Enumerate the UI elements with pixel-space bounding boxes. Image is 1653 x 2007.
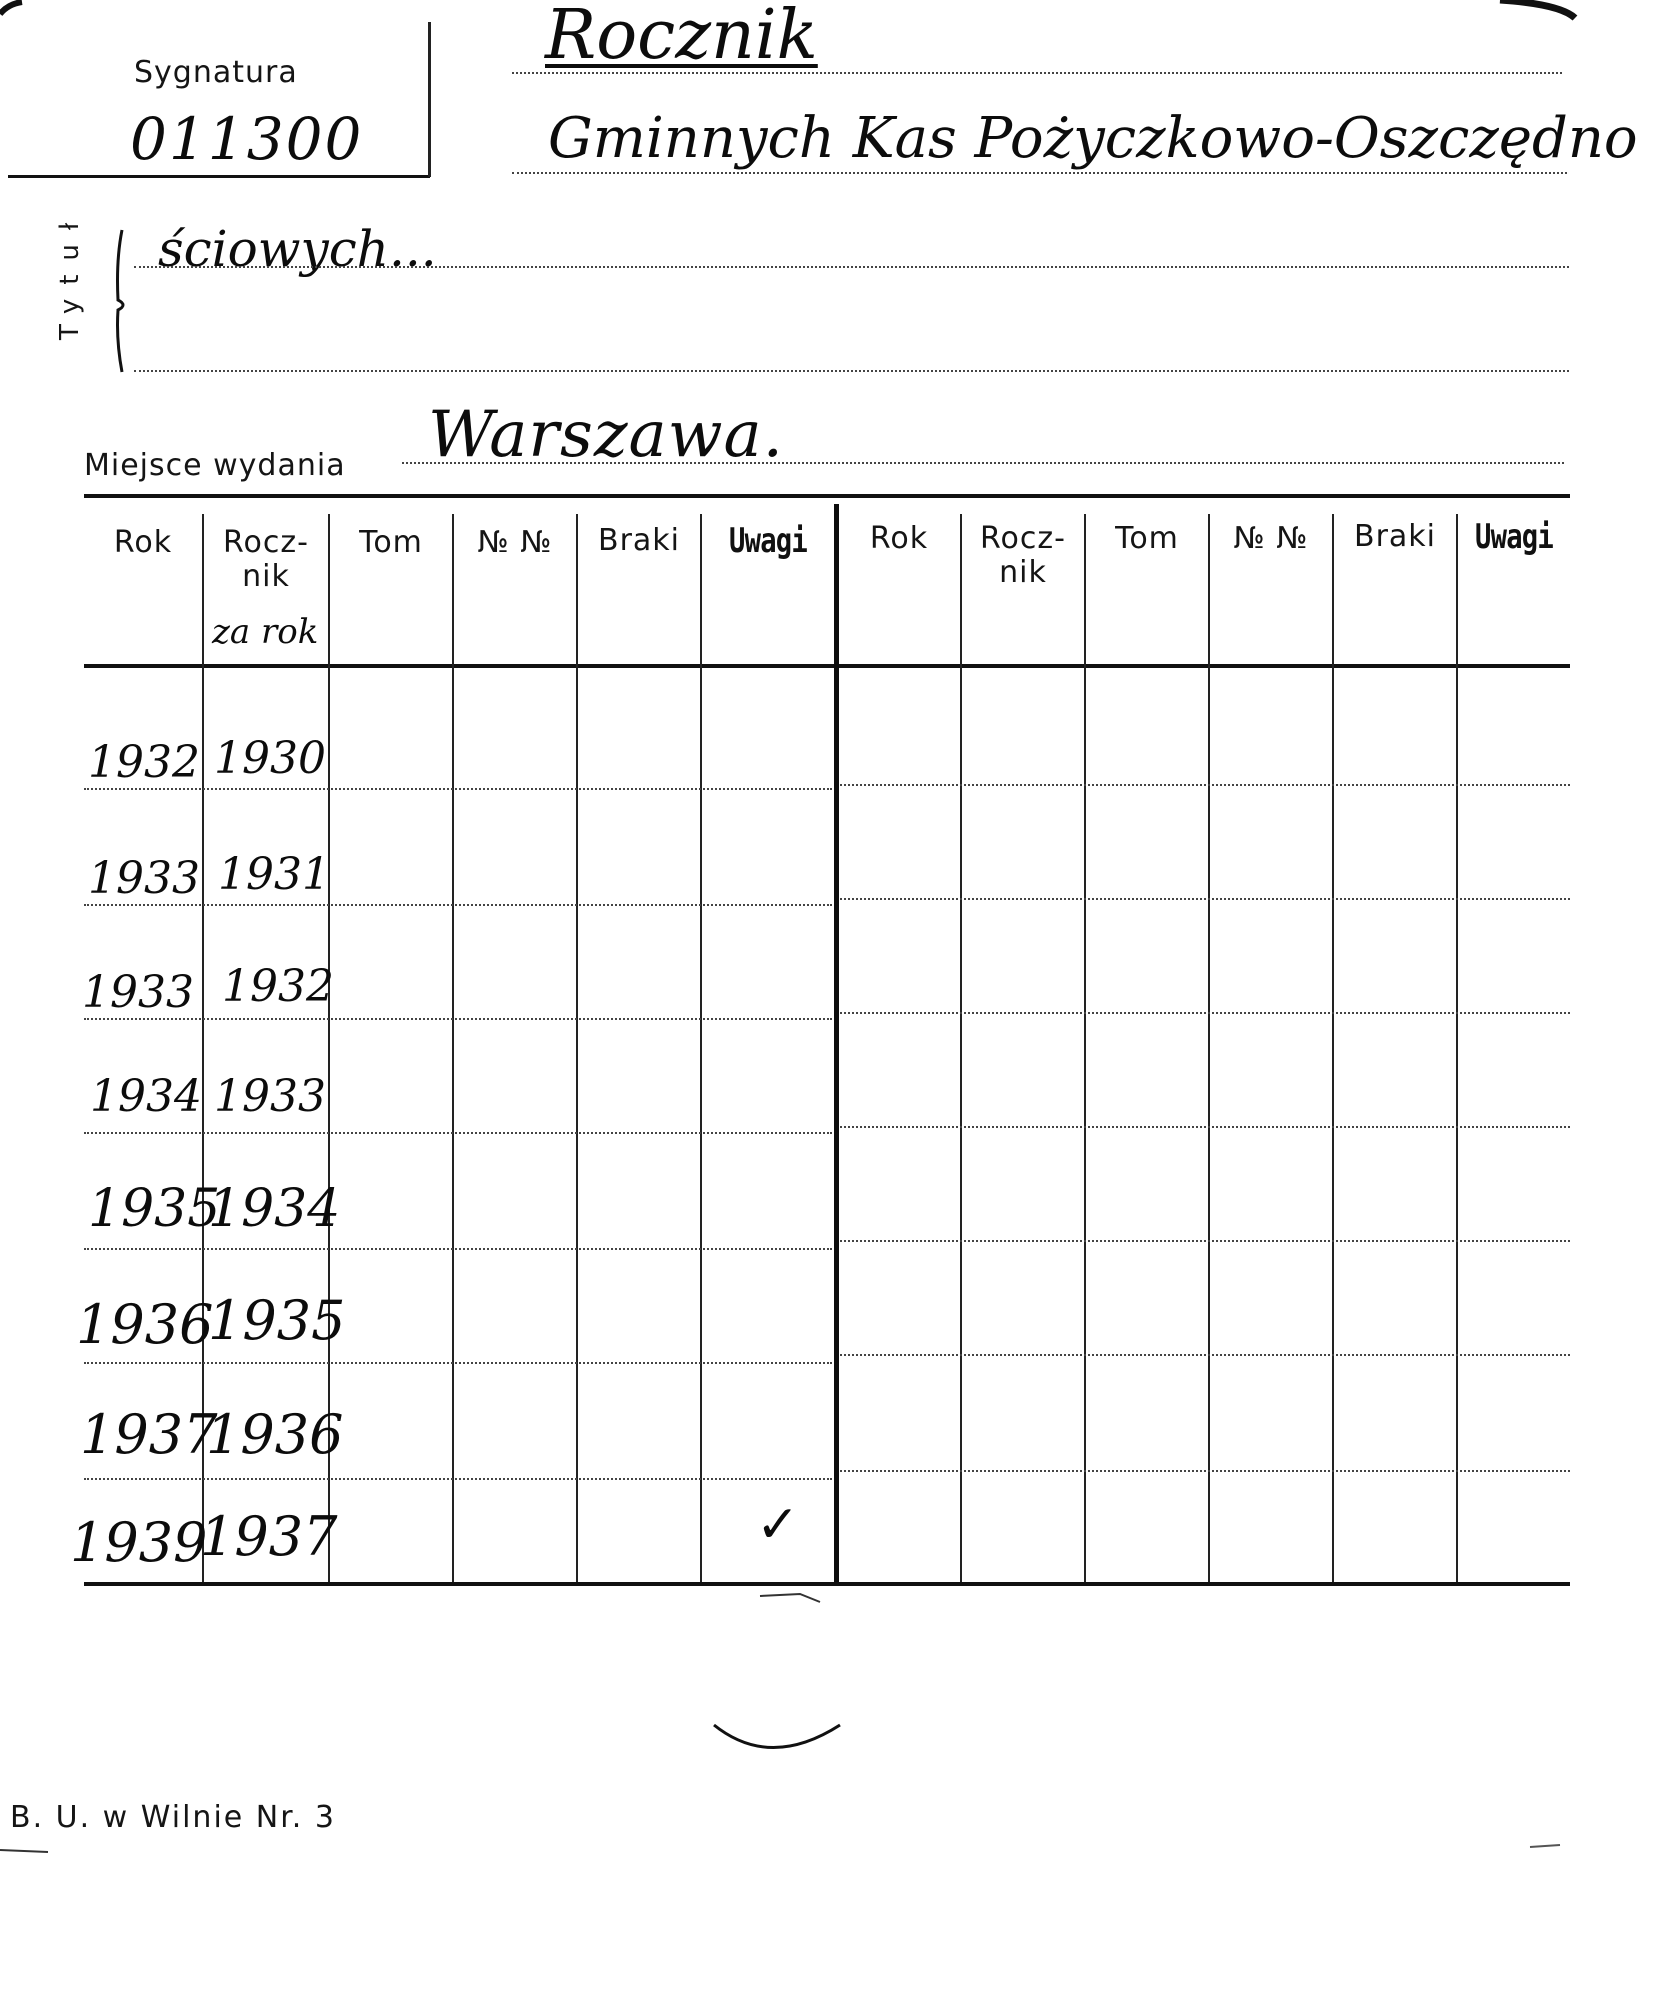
row-line xyxy=(840,1126,1570,1128)
table-header-rule xyxy=(84,664,1570,668)
place-label: Miejsce wydania xyxy=(84,448,346,483)
header-numbers-right: № № xyxy=(1233,521,1309,556)
header-numbers: № № xyxy=(477,525,553,560)
header-rocznik-note: za rok xyxy=(212,612,319,652)
row-rok: 1937 xyxy=(80,1403,218,1466)
row-rok: 1936 xyxy=(76,1293,214,1356)
header-uwagi: Uwagi xyxy=(729,521,807,561)
row-line xyxy=(840,1012,1570,1014)
col-divider xyxy=(1084,514,1086,1582)
row-line xyxy=(84,1478,832,1480)
row-rocznik: 1936 xyxy=(206,1403,344,1466)
table-center-divider xyxy=(834,504,839,1582)
title-side-label: Tytuł xyxy=(55,208,85,340)
place-value: Warszawa. xyxy=(428,398,784,472)
header-rok-right: Rok xyxy=(869,521,929,556)
col-divider xyxy=(1456,514,1458,1582)
row-line xyxy=(84,1362,832,1364)
header-uwagi-right: Uwagi xyxy=(1475,517,1553,557)
header-tom-right: Tom xyxy=(1115,521,1179,556)
row-line xyxy=(840,1240,1570,1242)
row-rok: 1933 xyxy=(88,853,200,904)
footer-label: B. U. w Wilnie Nr. 3 xyxy=(10,1800,336,1835)
signature-label: Sygnatura xyxy=(134,55,298,90)
row-rocznik: 1930 xyxy=(214,733,326,784)
row-line xyxy=(840,784,1570,786)
row-rok: 1934 xyxy=(90,1071,202,1122)
title-main: Rocznik xyxy=(545,0,818,75)
row-line xyxy=(84,1132,832,1134)
signature-value: 011300 xyxy=(130,105,364,173)
col-divider xyxy=(576,514,578,1582)
header-tom: Tom xyxy=(359,525,423,560)
row-rok: 1935 xyxy=(88,1179,221,1239)
row-uwagi: ✓ xyxy=(756,1495,800,1555)
row-rocznik: 1933 xyxy=(214,1071,326,1122)
title-line-4 xyxy=(134,370,1569,372)
header-braki-right: Braki xyxy=(1353,519,1436,554)
row-line xyxy=(84,1248,832,1250)
row-rocznik: 1931 xyxy=(218,849,330,900)
place-line xyxy=(402,462,1564,464)
title-line3: ściowych... xyxy=(158,220,437,278)
row-line xyxy=(840,1354,1570,1356)
row-line xyxy=(840,1470,1570,1472)
table-bottom-rule xyxy=(84,1582,1570,1586)
table-top-rule xyxy=(84,494,1570,498)
col-divider xyxy=(1332,514,1334,1582)
header-rok: Rok xyxy=(113,525,173,560)
col-divider xyxy=(700,514,702,1582)
row-rok: 1933 xyxy=(82,967,194,1018)
row-line xyxy=(84,904,832,906)
header-braki: Braki xyxy=(597,523,680,558)
row-rok: 1932 xyxy=(88,737,200,788)
col-divider xyxy=(1208,514,1210,1582)
row-rocznik: 1937 xyxy=(200,1505,338,1568)
row-line xyxy=(84,1018,832,1020)
row-rocznik: 1935 xyxy=(208,1289,346,1352)
header-rocznik-right: Rocz- nik xyxy=(980,521,1066,590)
row-line xyxy=(84,788,832,790)
title-line2: Gminnych Kas Pożyczkowo-Oszczędno xyxy=(548,106,1638,171)
row-line xyxy=(840,898,1570,900)
row-rocznik: 1934 xyxy=(208,1179,341,1239)
row-rok: 1939 xyxy=(70,1511,208,1574)
header-rocznik: Rocz- nik xyxy=(223,525,309,594)
title-line-3 xyxy=(134,266,1569,268)
col-divider xyxy=(452,514,454,1582)
col-divider xyxy=(960,514,962,1582)
row-rocznik: 1932 xyxy=(222,961,334,1012)
